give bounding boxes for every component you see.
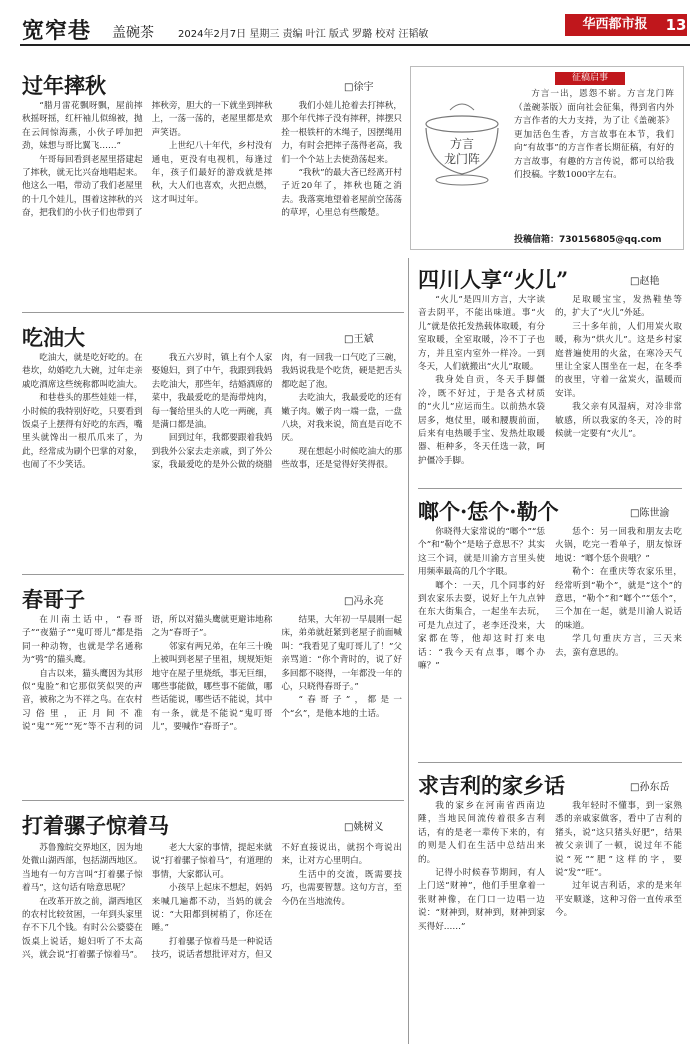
article-author-2: □王斌 [344,334,374,345]
article-title-1: 过年摔秋 [22,73,106,98]
article-body-3: 在川南土话中，“春哥子”“夜猫子”“鬼叮哥儿”都是指同一种动物，也就是学名通称为“鸮”的猫头鹰。 自古以来，猫头鹰因为其形似“鬼脸”和它那似笑似哭的声音，被称之为不祥之鸟。在农村习俗里，正月间不准说“鬼”“死”“死”等不吉利的词语，所以对猫头鹰就更避讳地称之为“春哥子”。 邻家有两兄弟，在年三十晚上被叫到老屋子里祖，规规矩矩地守在屋子里烧纸，事无巨细，哪些事能做，哪些事不能做，哪些话能说，哪些话不能说，其中有一条，就是不能说“鬼叮哥儿”，要喊作“春哥子”。 结果，大年初一早晨刚一起床，弟弟就赶紧到老屋子前面喊叫：“我看见了鬼叮哥儿了！”父亲骂道：“你个背时的，说了好多回都不晓得，一年都没一年的心，只晓得春哥子。” “春哥子”，都是一个“幺”，是他本地的土话。 [22,615,402,733]
submission-email: 投稿信箱：730156805@qq.com [514,235,662,245]
article-author-6: □陈世渝 [630,508,670,519]
article-author-3: □冯永亮 [344,596,384,607]
cup-label-2: 龙门阵 [443,152,481,166]
article-title-7: 求吉利的家乡话 [418,773,565,798]
article-title-5: 四川人享“火儿” [418,267,569,292]
page-number: 13 [665,16,687,34]
article-body-6: 你晓得大家常说的“啷个”“恁个”和“勒个”是啥子意思不？其实这三个词，就是川渝方言里头使用频率最高的几个字眼。 啷个：一天，几个同事约好到农家乐去耍，说好上午九点钟在东大街集合，一起坐车去玩，可是九点过了，老李还没来，大家都在等，他却这时打来电话：“我今天有点事，啷个办嘛？” 恁个：另一回我和朋友去吃火锅，吃完一看单子，朋友惊讶地说：“啷个恁个贵哦？” 勒个：在重庆等农家乐里，经常听到“勒个”，就是“这个”的意思，“勒个”和“啷个”“恁个”，三个加在一起，就是川渝人说话的味道。 学几句重庆方言，三天来去，蛮有意思的。 [418,527,682,672]
column-title: 宽窄巷 [22,18,92,44]
divider [22,312,404,313]
article-title-6: 啷个·恁个·勒个 [418,499,559,524]
article-body-5: “火儿”是四川方言，大字读音去阴平，不能出味道。事“火儿”就是依托发热载体取暖，有分室取暖，全室取暖，冷不丁子也方，并且室内室外一样冷。一到冬天，人们就搬出“火儿”取暖。 我身处自贡，冬天手脚僵冷，既不好过，于是各式材质的“火儿”应运而生。以前热水袋居多，炮仗里，暖和腰腹前面，后来有电热暖手宝、发热灶取暖器、柜种多，冬天任选一款，呵护僵冷手脚。 足取暖宝宝，发热鞋垫等的，扩大了“火儿”外延。 三十多年前，人们用炭火取暖，称为“烘火儿”。这是乡村家庭普遍使用的火盆，在寒冷天气里让全家人围坐在一起，在冬季的夜里，守着一盆炭火，温暖而安详。 我父亲有风湿病，对冷非常敏感，所以我家的冬天，冷的时候就一定要有“火儿”。 [418,295,682,466]
article-title-2: 吃油大 [22,325,85,350]
article-author-7: □孙东岳 [630,782,670,793]
call-for-papers-text: 方言一出，恩怨不崭。方言龙门阵（盖碗茶版）面向社会征集，得到省内外方言作者的大力支持，为了让《盖碗茶》更加活色生香，方言故事在本节，我们向“有故事”的方言作者长期征稿，有好的方言故事，有趣的方言传说，都可以给我们投稿。字数1000字左右。 [514,89,674,180]
article-body-2: 吃油大，就是吃好吃的。在巷坎，幼婚吃九大碗，过年走亲戚吃酒席这些统称都叫吃油大。 和巷巷头的那些娃娃一样，小时候的我特别好吃，只要看到饭桌子上摆得有好吃的东西，嘴里头就馋出一根爪爪来了，为此，经常成为刷个巴掌的对象，也闹了不少笑话。 我五六岁时，镇上有个人家娶媳妇，到了中午，我跟到我妈去吃油大，那些年，结婚酒席的菜中，我最爱吃的是海带炖肉，每一餐给里头的人吃一两碗，真是满口都是油。 回到过年，我都要跟着我妈到我外公家去走亲戚，到了外公家，我最爱吃的是外公做的烧腊肉，有一回我一口气吃了三碗，我妈说我是个吃货，硬是把舌头都吃起了泡。 去吃油大，我最爱吃的还有嫩子肉。嫩子肉一端一盘，一盘八块，对我来说，简直是百吃不厌。 现在想起小时候吃油大的那些故事，还是觉得好笑得很。 [22,353,402,471]
article-title-3: 春哥子 [22,587,85,612]
divider [22,574,404,575]
divider [418,762,682,763]
article-author-1: □徐宇 [344,82,374,93]
cup-label-1: 方言 [449,137,475,151]
article-title-4: 打着骡子惊着马 [22,813,169,838]
article-body-4: 苏鲁豫皖交界地区，因为地处微山湖西部，包括湖西地区。当地有一句方言叫“打着骡子惊着马”，这句话有啥意思呢？ 在改革开放之前，湖西地区的农村比较贫困，一年到头家里存不下几个钱。有时公公婆婆在饭桌上说话，媳妇听了不太高兴，就会说“打着骡子惊着马”。 老大大家的事情，提起来就说“打着骡子惊着马”，有道理的事情，大家都认可。 小孩早上起床不想起，妈妈来喊几遍都不动，当妈的就会说：“大阳都到树梢了，你还在睡。” 打着骡子惊着马是一种说话技巧，说话者想批评对方，但又不好直接说出，就拐个弯说出来，让对方心里明白。 生活中的交流，既需要技巧，也需要智慧。这句方言，至今仍在当地流传。 [22,843,402,961]
article-body-7: 我的家乡在河南省西南边陲，当地民间流传着很多吉利话，有的是老一辈传下来的，有的则是人们在生活中总结出来的。 记得小时候春节期间，有人上门送“财神”，他们手里拿着一张财神像，在门口一边唱一边说：“财神到，财神到，财神到家买得好……” 我年轻时不懂事，到一家熟悉的亲戚家做客，看中了吉利的猪头，说“这只猪头好肥”，结果被父亲训了一顿，说过年不能说“死”“肥”这样的字，要说“发”“旺”。 过年说吉利话，求的是来年平安顺遂，这种习俗一直传承至今。 [418,801,682,932]
teacup-icon [414,96,510,192]
header-divider [20,44,690,46]
issue-meta: 2024年2月7日 星期三 责编 叶江 版式 罗璐 校对 汪韬敏 [178,29,429,40]
divider [418,488,682,489]
section-name: 盖碗茶 [112,25,154,41]
article-author-4: □姚树义 [344,822,384,833]
column-divider [408,258,409,1044]
page-header [0,0,690,46]
divider [22,800,404,801]
call-for-papers-tag: 征稿启事 [555,72,625,85]
newspaper-logo: 华西都市报 [565,14,665,36]
article-body-1: “腊月雷花飘呀飘，屋前摔秋摇呀摇，红杆袖儿似绵被，抛在云间惊海燕，小伙子呼加把劲，妹想与哥比翼飞……” 午哥每回看到老屋里搭建起了摔秋，就无比兴奋地唱起来。他这么一唱，带动了我们老屋里的十几个娃儿，围着这摔秋的兴奋，把我们的小伙子们也带到了摔秋旁，胆大的一下就坐到摔秋上，一荡一荡的，老屋里都是欢声笑语。 上世纪八十年代，乡村没有通电，更没有电视机，每逢过年，孩子们最好的游戏就是摔秋，大人们也喜欢，火把点燃，这才叫过年。 我们小娃儿抢着去打摔秋，那个年代摔子没有摔秤，摔摆只拴一根铁杆的木绳子，因摆绳用力，有时会把摔子荡得老高，我们一个个站上去使劲荡起来。 “我秋”的最大吝已经离开村子近20年了，摔秋也随之消去。我落寞地望着老屋前空荡荡的草坪，心里总有些酸楚。 [22,101,402,219]
article-author-5: □赵艳 [630,276,660,287]
